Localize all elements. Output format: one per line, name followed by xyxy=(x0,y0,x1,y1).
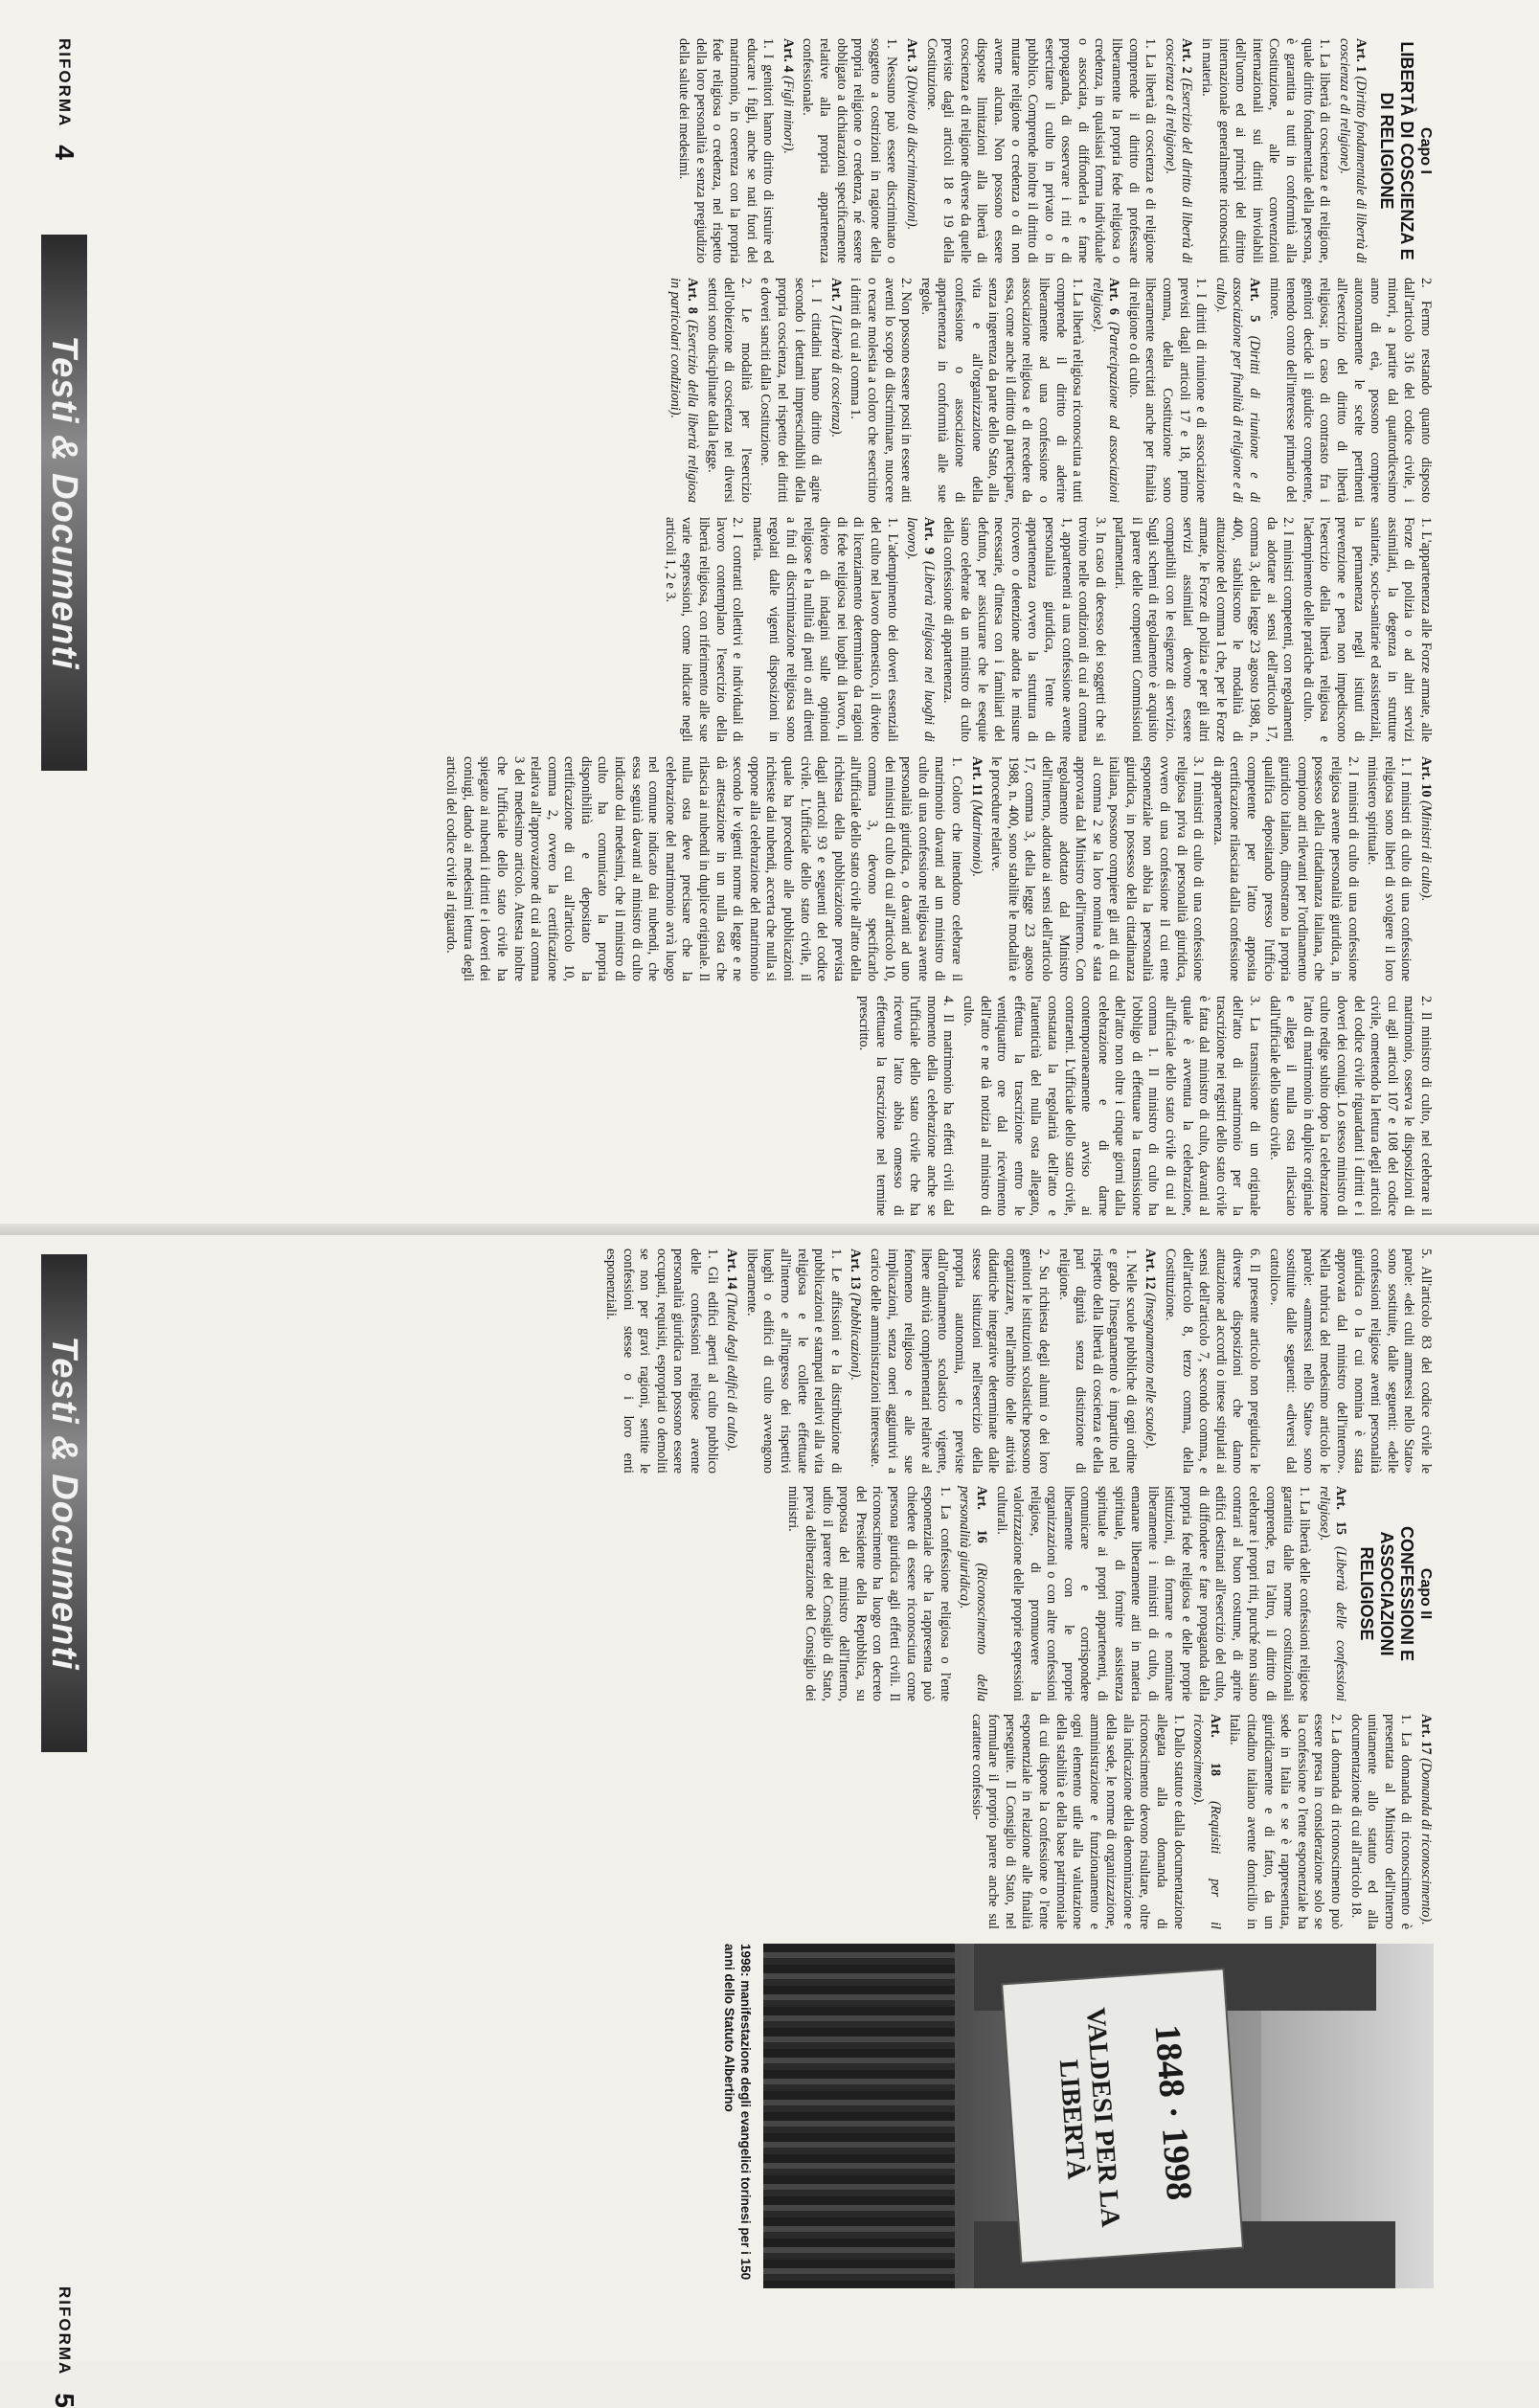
paragraph: 1. I cittadini hanno diritto di agire secondo i dettami imprescindibili della propria coscienza, nel rispetto dei diritti e doveri sanciti dalla Costituzione. xyxy=(758,278,825,503)
banner-slogan: VALDESI PER LA LIBERTÀ xyxy=(1052,2006,1126,2229)
paragraph: 1. La domanda di riconoscimento è presentata al Ministro dell'interno unitamente allo statuto ed alla documentazione di cui all'articolo 18. xyxy=(1347,1714,1415,1929)
chapter-heading: Capo I LIBERTÀ DI COSCIENZA E DI RELIGIONE xyxy=(1377,41,1434,260)
paragraph: 1. I genitori hanno diritto di istruire ed educare i figli, anche se nati fuori del matrimonio, in coerenza con la propria fede religiosa o credenza, nel rispetto della loro personalità e senza pregiudizio della salute dei medesimi. xyxy=(676,38,777,263)
article-7: Art. 7 (Libertà di coscienza). xyxy=(827,278,844,439)
paragraph: 1. Coloro che intendono celebrare il matrimonio davanti ad un ministro di culto di una confessione religiosa avente personalità giuridica, o davanti ad uno dei ministri di culto di cui all'articolo 10, comma 3, devono specificarlo all'ufficiale dello stato civile all'atto della richiesta della pubblicazione prevista dagli articoli 93 e seguenti del codice civile. L'ufficiale dello stato civile, il quale ha proceduto alle pubblicazioni richieste dai nubendi, accerta che nulla si oppone alla celebrazione del matrimonio secondo le vigenti norme di legge e ne dà attestazione in un nulla osta che rilascia ai nubendi in duplice originale. Il nulla osta deve precisare che la celebrazione del matrimonio avrà luogo nel comune indicato dai nubendi, che essa seguirà davanti al ministro di culto indicato dai medesimi, che il ministro di culto ha comunicato la propria disponibilità e depositato la certificazione di cui all'articolo 10, comma 2, ovvero la certificazione relativa all'approvazione di cui al comma 3 del medesimo articolo. Attesta inoltre che l'ufficiale dello stato civile ha spiegato ai nubendi i diritti e i doveri dei coniugi, dando ai medesimi lettura degli articoli del codice civile al riguardo. xyxy=(443,756,964,981)
paragraph: 3. I ministri di culto di una confessione religiosa priva di personalità giuridica, ovvero di una confessione il cui ente esponenziale non abbia la personalità giuridica, in possesso della cittadinanza italiana, possono compiere gli atti di cui al comma 2 se la loro nomina è stata approvata dal Ministro dell'interno. Con regolamento adottato dal Ministro dell'interno, adottato ai sensi dell'articolo 17, comma 3, della legge 23 agosto 1988, n. 400, sono stabilite le modalità e le procedure relative. xyxy=(988,756,1207,981)
right-page xyxy=(0,1235,1539,2408)
page-number: 5 xyxy=(50,2393,79,2408)
paragraph: 1. L'adempimento dei doveri essenziali del culto nel lavoro domestico, il divieto di licenziamento determinato da ragioni di fede religiosa nei luoghi di lavoro, il divieto di indagini sulle opinioni religiose e la nullità di patti o atti diretti a fini di discriminazione religiosa sono regolati dalle vigenti disposizioni in materia. xyxy=(749,517,900,742)
article-12: Art. 12 (Insegnamento nelle scuole). xyxy=(1143,1249,1159,1450)
paragraph: 1. Le affissioni e la distribuzione di pubblicazioni e stampati relativi alla vita religiosa e le collette effettuate all'interno e all'ingresso dei rispettivi luoghi o edifici di culto avvengono liberamente. xyxy=(743,1249,844,1474)
article-11: Art. 11 (Matrimonio). xyxy=(968,756,985,878)
article-4: Art. 4 (Figli minori). xyxy=(780,38,796,154)
article-column-1 xyxy=(672,38,1434,263)
article-9: Art. 9 (Libertà religiosa nei luoghi di lavoro). xyxy=(904,517,937,742)
paragraph: 2. I ministri competenti, con regolamenti da adottare ai sensi dell'articolo 17, comma 3, della legge 23 agosto 1988, n. 400, stabiliscono le modalità di attuazione del comma 1 che, per le Forze armate, le Forze di polizia e per gli altri servizi assimilati devono essere compatibili con le esigenze di servizio. Sugli schemi di regolamento è acquisito il parere delle competenti Commissioni parlamentari. xyxy=(1112,517,1297,742)
section-banner: Testi & Documenti xyxy=(41,1254,87,1752)
paragraph: 1. Nessuno può essere discriminato o soggetto a costrizioni in ragione della propria religione o credenza, né essere obbligato a dichiarazioni specificamente relative alla propria appartenenza confessionale. xyxy=(800,38,900,263)
article-2: Art. 2 (Esercizio del diritto di libertà di coscienza e di religione). xyxy=(1162,38,1195,263)
article-10: Art. 10 (Ministri di culto). xyxy=(1418,756,1434,902)
paragraph: 5. All'articolo 83 del codice civile le parole: «dei culti ammessi nello Stato» sono sostituite, dalle seguenti: «delle confessioni religiose aventi personalità giuridica o la cui nomina è stata approvata dal ministro dell'interno». Nella rubrica del medesimo articolo le parole: «ammessi nello Stato» sono sostituite dalle seguenti: «diversi dal cattolico». xyxy=(1266,1249,1434,1474)
article-column-6 xyxy=(600,1249,1435,1474)
paragraph: 2. La domanda di riconoscimento può essere presa in considerazione solo se la confessione o l'ente esponenziale ha sede in Italia e se è rappresentata, giuridicamente e di fatto, da un cittadino italiano avente domicilio in Italia. xyxy=(1227,1714,1345,1929)
paragraph: 2. Il ministro di culto, nel celebrare il matrimonio, osserva le disposizioni di cui agli articoli 107 e 108 del codice civile, omettendo la lettura degli articoli del codice civile riguardanti i diritti e i doveri dei coniugi. Lo stesso ministro di culto redige subito dopo la celebrazione l'atto di matrimonio in duplice originale e allega il nulla osta rilasciato dall'ufficiale dello stato civile. xyxy=(1266,996,1434,1216)
article-1: Art. 1 (Diritto fondamentale di libertà di coscienza e di religione). xyxy=(1336,38,1369,263)
paragraph: 2. I ministri di culto di una confessione religiosa avente personalità giuridica, in possesso della cittadinanza italiana, che compiono atti rilevanti per l'ordinamento giuridico italiano, dimostrano la propria qualifica depositando presso l'ufficio competente per l'atto apposita certificazione rilasciata dalla confessione di appartenenza. xyxy=(1210,756,1361,981)
paragraph: 2. Fermo restando quanto disposto dall'articolo 316 del codice civile, i minori, a partire dal quattordicesimo anno di età, possono compiere autonomamente le scelte pertinenti all'esercizio del diritto di libertà religiosa; in caso di contrasto fra i genitori decide il giudice competente, tenendo conto dell'interesse primario del minore. xyxy=(1266,278,1434,503)
paragraph: 3. In caso di decesso dei soggetti che si trovino nelle condizioni di cui al comma 1, appartenenti a una confessione avente personalità giuridica, l'ente di appartenenza ovvero la struttura di ricovero o detenzione adotta le misure necessarie, d'intesa con i familiari del defunto, per assicurare che le esequie siano celebrate da un ministro di culto della confessione di appartenenza. xyxy=(940,517,1108,742)
article-13: Art. 13 (Pubblicazioni). xyxy=(848,1249,864,1381)
paragraph: 1. L'appartenenza alle Forze armate, alle Forze di polizia o ad altri servizi assimilati, la degenza in strutture sanitarie, socio-sanitarie ed assistenziali, la permanenza negli istituti di prevenzione e pena non impediscono l'esercizio della libertà religiosa e l'adempimento delle pratiche di culto. xyxy=(1300,517,1434,742)
paragraph: 2. I contratti collettivi e individuali di lavoro contemplano l'esercizio della libertà religiosa, con riferimento alle sue varie espressioni, come indicate negli articoli 1, 2 e 3. xyxy=(662,517,746,742)
section-name: RIFORMA xyxy=(56,38,74,128)
paragraph: 1. La libertà di coscienza e di religione comprende il diritto di professare liberamente la propria fede religiosa o credenza, in qualsiasi forma individuale o associata, di diffonderla e farne propaganda, di osservare i riti e di esercitare il culto in privato o in pubblico. Comprende inoltre il diritto di mutare religione o credenza o di non averne alcuna. Non possono essere disposte limitazioni alla libertà di coscienza e di religione diverse da quelle previste dagli articoli 18 e 19 della Costituzione. xyxy=(923,38,1159,263)
article-column-7 xyxy=(781,1486,1434,1701)
article-3: Art. 3 (Divieto di discriminazioni). xyxy=(903,38,919,231)
right-page-header xyxy=(35,1254,93,2408)
paragraph: 1. Nelle scuole pubbliche di ogni ordine e grado l'insegnamento è impartito nel rispetto della libertà di coscienza e della pari dignità senza distinzione di religione. xyxy=(1055,1249,1139,1474)
article-column-2 xyxy=(664,278,1434,503)
article-14: Art. 14 (Tutela degli edifici di culto). xyxy=(724,1249,740,1452)
paragraph: 1. Gli edifici aperti al culto pubblico delle confessioni religiose avente personalità giuridica non possono essere occupati, requisiti, espropriati o demoliti se non per gravi ragioni, sentite le confessioni stesse o i loro enti esponenziali. xyxy=(603,1249,720,1474)
paragraph: 1. I ministri di culto di una confessione religiosa sono liberi di svolgere il loro ministero spirituale. xyxy=(1365,756,1415,981)
paragraph: 1. La confessione religiosa o l'ente esponenziale che la rappresenta può chiedere di essere riconosciuta come persona giuridica agli effetti civili. Il riconoscimento ha luogo con decreto del Presidente della Repubblica, su proposta del ministro dell'Interno, udito il parere del Consiglio di Stato, previa deliberazione del Consiglio dei ministri. xyxy=(785,1486,953,1701)
article-column-3 xyxy=(658,517,1434,742)
banner xyxy=(1003,1969,1242,2262)
article-8: Art. 8 (Esercizio della libertà religiosa in particolari condizioni). xyxy=(668,278,701,503)
article-17: Art. 17 (Domanda di riconoscimento). xyxy=(1418,1714,1434,1925)
article-18: Art. 18 (Requisiti per il riconoscimento). xyxy=(1190,1714,1223,1929)
paragraph: 2. Non possono essere posti in essere atti aventi lo scopo di discriminare, nuocere o recare molestia a coloro che esercitino i diritti di cui al comma 1. xyxy=(848,278,915,503)
article-column-5 xyxy=(852,996,1434,1216)
article-6: Art. 6 (Partecipazione ad associazioni religiose). xyxy=(1089,278,1122,503)
photo-caption: 1998: manifestazione degli evangelici torinesi per i 150 anni dello Statuto Albertino xyxy=(722,1944,753,2281)
paragraph: 6. Il presente articolo non pregiudica le diverse disposizioni che danno attuazione ad accordi o intese stipulati ai sensi dell'articolo 7, secondo comma, e dell'articolo 8, terzo comma, della Costituzione. xyxy=(1163,1249,1263,1474)
article-15: Art. 15 (Libertà delle confessioni religiose). xyxy=(1316,1486,1349,1701)
paragraph: 1. Dallo statuto e dalla documentazione allegata alla domanda di riconoscimento devono risultare, oltre alla indicazione della denominazione e della sede, le norme di organizzazione, amministrazione e funzionamento e ogni elemento utile alla valutazione della stabilità e della base patrimoniale di cui dispone la confessione o l'ente esponenziale in relazione alle finalità perseguite. Il Consiglio di Stato, nel formulare il proprio parere anche sul carattere confessio- xyxy=(968,1714,1187,1929)
article-5: Art. 5 (Diritti di riunione e di associazione per finalità di religione e di culto). xyxy=(1212,278,1263,503)
paragraph: 4. Il matrimonio ha effetti civili dal momento della celebrazione anche se l'ufficiale dello stato civile che ha ricevuto l'atto abbia omesso di effettuare la trascrizione nel termine prescritto. xyxy=(856,996,957,1216)
banner-date: 1848 · 1998 xyxy=(1146,2023,1200,2202)
section-banner: Testi & Documenti xyxy=(41,235,87,771)
paragraph: 2. Su richiesta degli alunni o dei loro genitori le istituzioni scolastiche possono organizzare, nell'ambito delle attività didattiche integrative determinate dalle stesse istituzioni nell'esercizio della propria autonomia, e previste dall'ordinamento scolastico vigente, libere attività complementari relative al fenomeno religioso e alle sue implicazioni, senza oneri aggiuntivi a carico delle amministrazioni interessate. xyxy=(868,1249,1052,1474)
article-column-8 xyxy=(964,1714,1434,1929)
paragraph: 1. La libertà delle confessioni religiose garantita dalle norme costituzionali comprende, tra l'altro, il diritto di celebrare i propri riti, purché non siano contrari al buon costume, di aprire edifici destinati all'esercizio del culto, di diffondere e fare propaganda della propria fede religiosa e delle proprie istituzioni, di formare e nominare liberamente i ministri di culto, di emanare liberamente atti in materia spirituale, di fornire assistenza spirituale ai propri appartenenti, di comunicare e corrispondere liberamente con le proprie organizzazioni o con altre confessioni religiose, di promuovere la valorizzazione delle proprie espressioni culturali. xyxy=(993,1486,1313,1701)
paragraph: 2. Le modalità per l'esercizio dell'obiezione di coscienza nei diversi settori sono disciplinate dalla legge. xyxy=(704,278,754,503)
article-16: Art. 16 (Riconoscimento della personalità giuridica). xyxy=(957,1486,989,1701)
chapter-heading: Capo II CONFESSIONI E ASSOCIAZIONI RELIGIOSE xyxy=(1357,1525,1434,1662)
section-name: RIFORMA xyxy=(56,2286,74,2376)
demonstration-photo xyxy=(763,1944,1434,2288)
article-column-4 xyxy=(440,756,1434,981)
paragraph: 3. La trasmissione di un originale dell'atto di matrimonio per la trascrizione nei registri dello stato civile è fatta dal ministro di culto, davanti al quale è avvenuta la celebrazione, all'ufficiale dello stato civile di cui al comma 1. Il ministro di culto ha l'obbligo di effettuare la trasmissione dell'atto non oltre i cinque giorni dalla celebrazione e di darne contemporaneamente avviso ai contraenti. L'ufficiale dello stato civile, constatata la regolarità dell'atto e l'autenticità del nulla osta allegato, effettua la trascrizione entro le ventiquattro ore dal ricevimento dell'atto e ne dà notizia al ministro di culto. xyxy=(960,996,1263,1216)
paragraph: 1. La libertà religiosa riconosciuta a tutti comprende il diritto di aderire liberamente ad una confessione o associazione religiosa e di recedere da essa, come anche il diritto di partecipare, senza ingerenza da parte dello Stato, alla vita e all'organizzazione della confessione o associazione di appartenenza in conformità alle sue regole. xyxy=(917,278,1086,503)
page-number: 4 xyxy=(50,145,79,160)
paragraph: 1. La libertà di coscienza e di religione, quale diritto fondamentale della persona, è garantita a tutti in conformità alla Costituzione, alle convenzioni internazionali sui diritti inviolabili dell'uomo ed ai princìpi del diritto internazionale generalmente riconosciuti in materia. xyxy=(1199,38,1333,263)
paragraph: 1. I diritti di riunione e di associazione previsti dagli articoli 17 e 18, primo comma, della Costituzione sono liberamente esercitati anche per finalità di religione o di culto. xyxy=(1125,278,1210,503)
left-page-header xyxy=(35,38,93,771)
